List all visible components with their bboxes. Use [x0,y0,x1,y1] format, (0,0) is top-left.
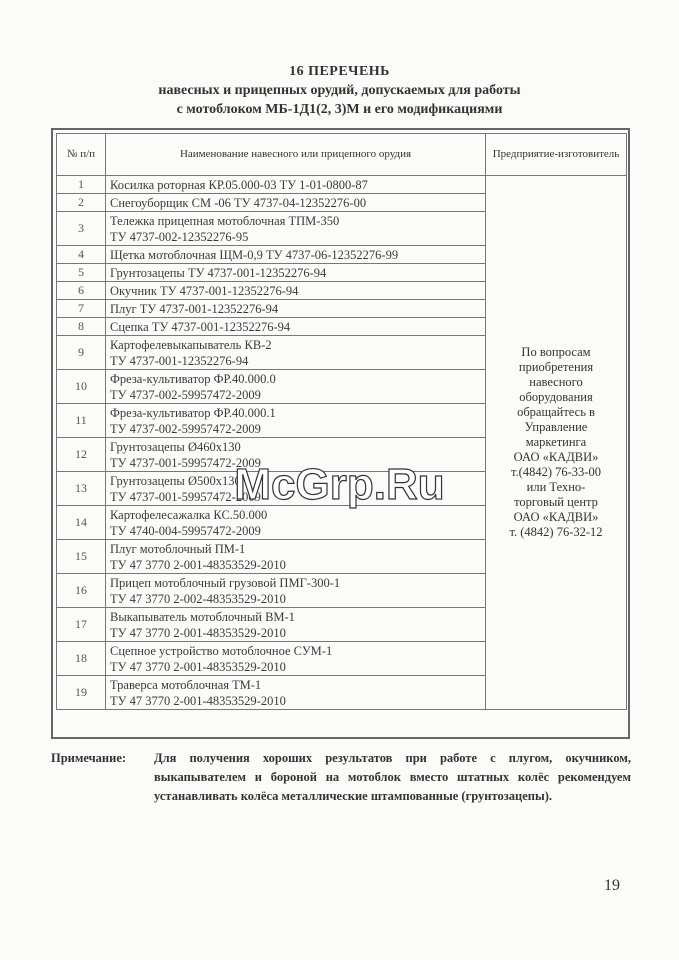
equipment-name-line: Фреза-культиватор ФР.40.000.1 [110,405,276,420]
equipment-name [106,642,486,676]
manufacturer-contact-line: маркетинга [525,435,587,449]
table-row [57,176,627,194]
equipment-name-line: Косилка роторная КР.05.000-03 ТУ 1-01-0800-87 [110,177,368,192]
manufacturer-contact-line: т.(4842) 76-33-00 [511,465,601,479]
equipment-name-line: Тележка прицепная мотоблочная ТПМ-350 [110,213,340,228]
equipment-name-line: Картофелесажалка КС.50.000 [110,507,268,522]
equipment-name-line: ТУ 4740-004-59957472-2009 [110,523,261,538]
equipment-name-line: ТУ 47 3770 2-001-48353529-2010 [110,625,286,640]
column-header-name: Наименование навесного или прицепного орудия [106,134,486,176]
equipment-name-line: Выкапыватель мотоблочный ВМ-1 [110,609,295,624]
watermark-logo: McGrp.Ru [234,460,445,509]
page-number: 19 [604,877,620,894]
row-number: 10 [57,370,106,404]
row-number: 6 [57,282,106,300]
note-label: Примечание: [51,751,127,765]
equipment-name [106,264,486,282]
equipment-name-line: ТУ 4737-001-59957472-2009 [110,489,261,504]
equipment-name-line: ТУ 47 3770 2-001-48353529-2010 [110,557,286,572]
row-number: 4 [57,246,106,264]
equipment-name-line: ТУ 4737-002-59957472-2009 [110,421,261,436]
row-number: 17 [57,608,106,642]
equipment-name [106,370,486,404]
manufacturer-contact-line: оборудования [519,390,593,404]
table-body [57,176,627,710]
equipment-name [106,404,486,438]
equipment-name [106,282,486,300]
equipment-name-line: ТУ 47 3770 2-001-48353529-2010 [110,659,286,674]
equipment-name-line: Фреза-культиватор ФР.40.000.0 [110,371,276,386]
manufacturer-contact-line: ОАО «КАДВИ» [513,510,599,524]
equipment-name [106,176,486,194]
equipment-name [106,506,486,540]
equipment-name [106,318,486,336]
equipment-name-line: Плуг ТУ 4737-001-12352276-94 [110,301,279,316]
row-number: 12 [57,438,106,472]
equipment-name-line: Снегоуборщик СМ -06 ТУ 4737-04-12352276-00 [110,195,367,210]
manufacturer-contact-line: т. (4842) 76-32-12 [509,525,603,539]
row-number: 11 [57,404,106,438]
document-subtitle-line-1: навесных и прицепных орудий, допускаемых для работы [158,83,521,98]
row-number: 7 [57,300,106,318]
manufacturer-contact-line: навесного [529,375,583,389]
equipment-name-line: Картофелевыкапыватель КВ-2 [110,337,272,352]
note-text: Для получения хороших результатов при работе с плугом, окучником, выкапывателем и бороной на мотоблок вместо штатных колёс рекомендуем устанавливать колёса металлические штампованные (грунтозацепы). [154,751,631,803]
equipment-name [106,540,486,574]
row-number: 9 [57,336,106,370]
equipment-table [56,133,627,710]
row-number: 13 [57,472,106,506]
equipment-name-line: Грунтозацепы Ø500х130 [110,473,241,488]
equipment-name-line: Щетка мотоблочная ЩМ-0,9 ТУ 4737-06-12352276-99 [110,247,399,262]
row-number: 16 [57,574,106,608]
manufacturer-contact-line: Управление [524,420,588,434]
equipment-name [106,300,486,318]
equipment-name-line: ТУ 4737-001-59957472-2009 [110,455,261,470]
equipment-name-line: Плуг мотоблочный ПМ-1 [110,541,246,556]
row-number: 5 [57,264,106,282]
equipment-name-line: ТУ 4737-002-12352276-95 [110,229,249,244]
equipment-name-line: ТУ 4737-001-12352276-94 [110,353,249,368]
row-number: 18 [57,642,106,676]
equipment-name [106,212,486,246]
equipment-name-line: Сцепка ТУ 4737-001-12352276-94 [110,319,291,334]
row-number: 15 [57,540,106,574]
equipment-name [106,676,486,710]
row-number: 2 [57,194,106,212]
row-number: 14 [57,506,106,540]
equipment-name-line: ТУ 47 3770 2-001-48353529-2010 [110,693,286,708]
equipment-name [106,574,486,608]
row-number: 1 [57,176,106,194]
row-number: 19 [57,676,106,710]
row-number: 8 [57,318,106,336]
manufacturer-contact-line: обращайтесь в [517,405,595,419]
manufacturer-contact [486,176,627,710]
equipment-name-line: Грунтозацепы ТУ 4737-001-12352276-94 [110,265,327,280]
manufacturer-contact-line: или Техно- [526,480,586,494]
equipment-name-line: Сцепное устройство мотоблочное СУМ-1 [110,643,333,658]
column-header-number: № п/п [57,134,106,176]
equipment-name-line: Прицеп мотоблочный грузовой ПМГ-300-1 [110,575,341,590]
document-subtitle-line-2: с мотоблоком МБ-1Д1(2, 3)М и его модификациями [176,102,503,117]
row-number: 3 [57,212,106,246]
equipment-name-line: ТУ 4737-002-59957472-2009 [110,387,261,402]
equipment-name-line: Окучник ТУ 4737-001-12352276-94 [110,283,299,298]
column-header-maker: Предприятие-изготовитель [486,134,627,176]
manufacturer-contact-line: приобретения [518,360,594,374]
equipment-name-line: Траверса мотоблочная ТМ-1 [110,677,262,692]
equipment-name-line: ТУ 47 3770 2-002-48353529-2010 [110,591,286,606]
equipment-name [106,336,486,370]
equipment-name-line: Грунтозацепы Ø460х130 [110,439,241,454]
manufacturer-contact-line: ОАО «КАДВИ» [513,450,599,464]
equipment-name [106,194,486,212]
document-title: 16 ПЕРЕЧЕНЬ [289,64,390,79]
equipment-name [106,608,486,642]
equipment-name [106,246,486,264]
manufacturer-contact-line: По вопросам [521,345,591,359]
manufacturer-contact-line: торговый центр [514,495,598,509]
